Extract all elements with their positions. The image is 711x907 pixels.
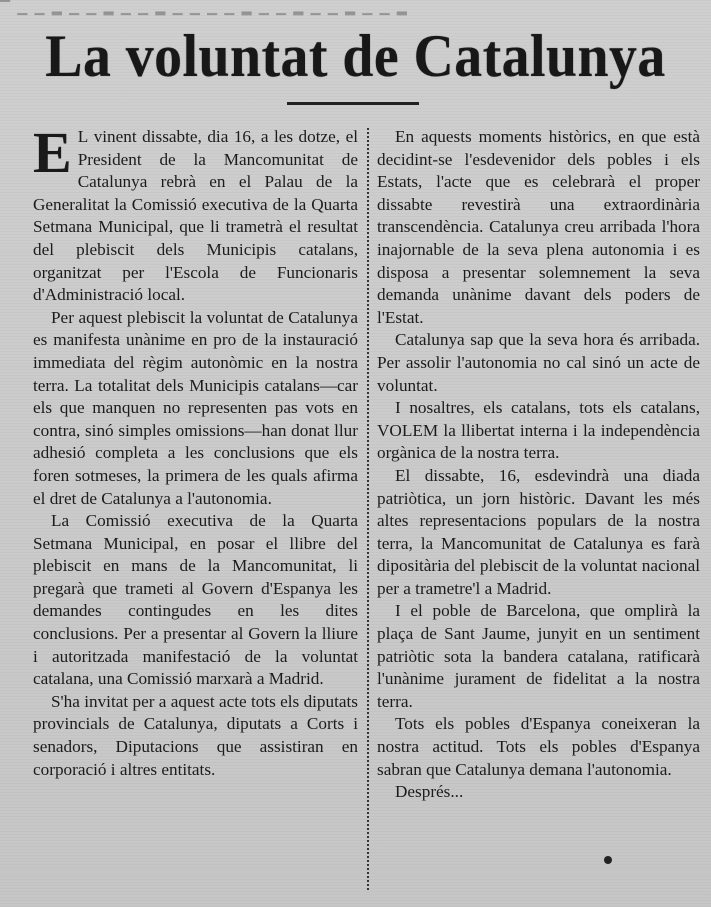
title-rule [287,102,419,105]
column-divider [367,128,369,890]
paragraph: Després... [395,782,464,802]
paragraph: El dissabte, 16, esdevindrà una diada patriòtica, un jorn històric. Davant les més altes representacions populars de la nostra terra, la Mancomunitat de Catalunya es farà dipositària del plebiscit de la voluntat nacional per a trametre'l a Madrid. [377,465,700,598]
paragraph: En aquests moments històrics, en que està decidint-se l'esdevenidor dels pobles i els Estats, l'acte que es celebrarà el proper dissabte revestirà una extraordinària transcendència. Catalunya creu arribada l'hora inajornable de la seva plena autonomia i es disposa a presentar solemnement la seva demanda unànime davant dels poders de l'Estat. [377,127,700,327]
right-column [377,126,700,804]
paragraph: I nosaltres, els catalans, tots els catalans, VOLEM la llibertat interna i la independència orgànica de la nostra terra. [377,398,700,463]
article-title: La voluntat de Catalunya [45,23,666,89]
drop-cap: E [33,120,72,185]
left-column [33,120,358,781]
paragraph: Tots els pobles d'Espanya coneixeran la nostra actitud. Tots els pobles d'Espanya sabran que Catalunya demana l'autonomia. [377,714,700,779]
paragraph: Per aquest plebiscit la voluntat de Catalunya es manifesta unànime en pro de la instauració immediata del règim autonòmic en la nostra terra. La totalitat dels Municipis catalans—car els que manquen no representen pas vots en contra, sinó simples omissions—han donat llur adhesió completa a les conclusions que els foren sotmeses, la primera de les quals afirma el dret de Catalunya a l'autonomia. [33,307,358,508]
paragraph-text: vinent dissabte, dia 16, a les dotze, el President de la Mancomunitat de Catalunya rebrà en el Palau de la Generalitat la Comissió executiva de la Quarta Setmana Municipal, que li trametrà el resultat del plebiscit dels Municipis catalans, organitzat per l'Escola de Funcionaris d'Administració local. [33,127,358,305]
bleed-through-top: ▔ ▁ ▁ ▂ ▁ ▁ ▂ ▁ ▁ ▂ ▁ ▁ ▁ ▁ ▂ ▁ ▁ ▂ ▁ ▁ ▂ ▁ ▁ ▂ [0,0,409,15]
ink-spot [604,856,612,864]
paragraph: I el poble de Barcelona, que omplirà la plaça de Sant Jaume, junyit en un sentiment patriòtic sota la bandera catalana, ratificarà l'unànime jurament de fidelitat a la nostra terra. [377,601,700,711]
paragraph: La Comissió executiva de la Quarta Setmana Municipal, en posar el llibre del plebiscit en mans de la Mancomunitat, li pregarà que trameti al Govern d'Espanya les demandes contingudes en les dites conclusions. Per a presentar al Govern la lliure i autoritzada manifestació de la voluntat catalana, una Comissió marxarà a Madrid. [33,511,358,689]
first-letter: L [77,127,89,146]
paragraph: S'ha invitat per a aquest acte tots els diputats provincials de Catalunya, diputats a Corts i senadors, Diputacions que assistiran en corporació i altres entitats. [33,691,358,779]
paragraph: Catalunya sap que la seva hora és arribada. Per assolir l'autonomia no cal sinó un acte de voluntat. [377,330,700,395]
paragraph [33,120,358,307]
